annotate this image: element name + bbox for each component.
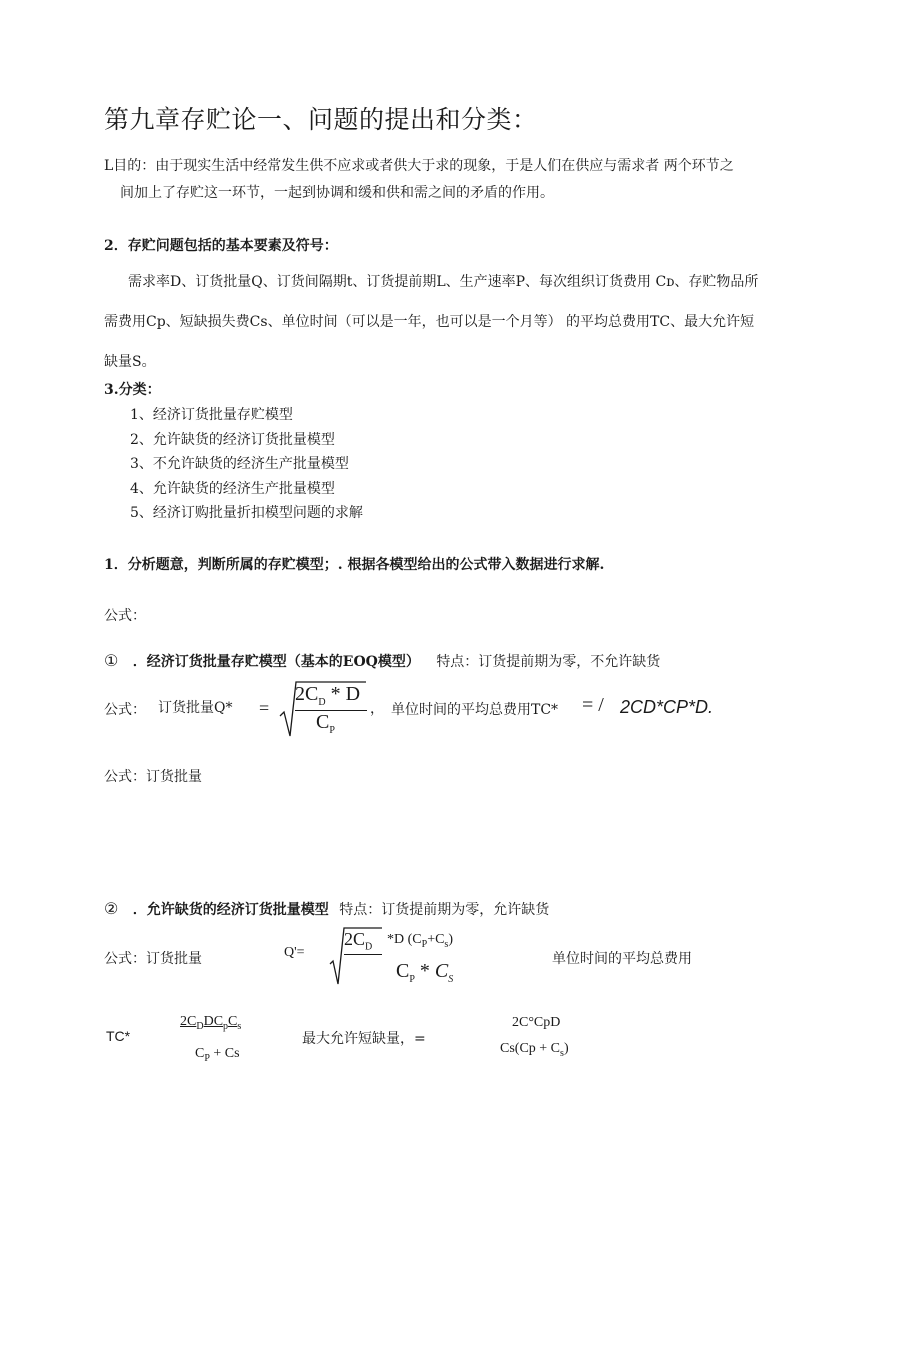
model1-tc-equals: = /	[582, 694, 604, 716]
model1-formula-prefix: 公式：	[104, 702, 146, 718]
model2-number: ②	[104, 899, 119, 918]
model1-number: ①	[104, 651, 119, 670]
model1-numerator: $2C_D$ * D	[295, 683, 361, 708]
model1-next-formula: 公式：订货批量	[104, 769, 202, 785]
model2-s-numerator: 2C°CpD	[512, 1015, 561, 1030]
model2-s-label: 最大允许短缺量，=	[302, 1031, 426, 1047]
model1-tc-label: 单位时间的平均总费用TC*	[391, 702, 559, 718]
elements-line-2: 需费用Cp、短缺损失费Cs、单位时间（可以是一年，也可以是一个月等） 的平均总费用TC、最大允许短	[104, 314, 755, 330]
model2-title: ．允许缺货的经济订货批量模型	[132, 902, 329, 918]
class-item-4: 4、允许缺货的经济生产批量模型	[130, 481, 335, 497]
class-item-1: 1、经济订货批量存贮模型	[130, 407, 293, 423]
purpose-line-2: 间加上了存贮这一环节，一起到协调和缓和供和需之间的矛盾的作用。	[120, 185, 554, 201]
model2-inner-bar	[344, 954, 382, 955]
model1-feature: 特点：订货提前期为零，不允许缺货	[436, 654, 661, 670]
class-item-2: 2、允许缺货的经济订货批量模型	[130, 432, 335, 448]
model2-sqrt-numerator: $2C_D$	[344, 929, 373, 953]
model1-comma: ，	[370, 701, 384, 717]
model2-heading	[104, 899, 549, 919]
model2-tc-name: TC*	[106, 1028, 131, 1044]
class-item-5: 5、经济订购批量折扣模型问题的求解	[130, 505, 363, 521]
model1-equals: =	[259, 698, 270, 718]
model2-feature: 特点：订货提前期为零，允许缺货	[339, 902, 550, 918]
model1-denominator: $C_P$	[316, 711, 335, 736]
formula-label: 公式：	[104, 608, 146, 624]
class-item-3: 3、不允许缺货的经济生产批量模型	[130, 456, 349, 472]
model1-title: ．经济订货批量存贮模型（基本的EOQ模型）	[132, 654, 420, 670]
elements-line-1: 需求率D、订货批量Q、订货间隔期t、订货提前期L、生产速率P、每次组织订货费用 Cᴅ、存贮物品所	[128, 274, 759, 290]
model2-tc-denominator: $C_P + Cs$	[195, 1046, 240, 1064]
model1-q-label: 订货批量Q*	[158, 700, 233, 716]
model2-tc-label: 单位时间的平均总费用	[552, 951, 692, 967]
section-classification-heading: 3.分类：	[104, 382, 161, 398]
page-title: 第九章存贮论一、问题的提出和分类：	[104, 105, 538, 134]
section-elements-heading: 2．存贮问题包括的基本要素及符号：	[104, 238, 338, 254]
model1-tc-expression: 2CD*CP*D.	[620, 697, 714, 717]
model1-heading	[104, 651, 660, 671]
method-line: 1．分析题意，判断所属的存贮模型；. 根据各模型给出的公式带入数据进行求解.	[104, 557, 605, 573]
model2-q-label: 公式：订货批量	[104, 951, 202, 967]
model2-numerator-rest: *D $(C_P+C_s)$	[387, 932, 453, 950]
model2-tc-numerator: $2C_DDC_pC_s$	[180, 1014, 242, 1032]
model2-q-prefix: Q'=	[284, 945, 305, 960]
model2-denominator: $C_P * C_S$	[396, 960, 454, 985]
model2-s-denominator: $Cs(Cp + C_s)$	[500, 1041, 569, 1059]
purpose-line-1: L目的：由于现实生活中经常发生供不应求或者供大于求的现象，于是人们在供应与需求者 两个环节之	[104, 158, 734, 174]
elements-line-3: 缺量S。	[104, 354, 156, 370]
